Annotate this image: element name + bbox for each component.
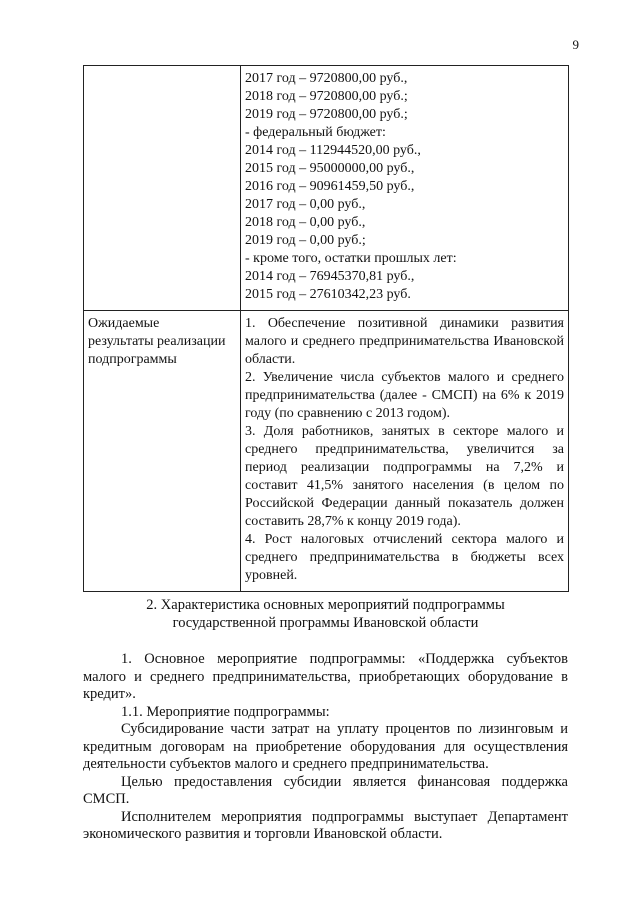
funding-line: 2019 год – 9720800,00 руб.; (245, 107, 408, 122)
body-paragraph: Целью предоставления субсидии является финансовая поддержка СМСП. (83, 773, 568, 807)
table-row-funding (84, 66, 569, 311)
funding-line: 2018 год – 0,00 руб., (245, 215, 366, 230)
table-cell-expected-results (241, 311, 569, 592)
funding-line: 2015 год – 27610342,23 руб. (245, 287, 411, 302)
body-paragraph: 1. Основное мероприятие подпрограммы: «Поддержка субъектов малого и среднего предпринимательства, приобретающих оборудование в кредит». (83, 651, 568, 702)
page-number: 9 (572, 37, 579, 52)
table-cell-label-expected-results (84, 311, 241, 592)
funding-line: 2014 год – 76945370,81 руб., (245, 269, 415, 284)
funding-line: 2018 год – 9720800,00 руб.; (245, 89, 408, 104)
funding-line: 2016 год – 90961459,50 руб., (245, 179, 415, 194)
expected-result-item: 1. Обеспечение позитивной динамики развития малого и среднего предпринимательства Ивановской области. (245, 316, 564, 367)
funding-line: 2019 год – 0,00 руб.; (245, 233, 366, 248)
table-row-expected-results (84, 311, 569, 592)
section-heading (83, 596, 568, 632)
body-paragraph: Исполнителем мероприятия подпрограммы выступает Департамент экономического развития и торговли Ивановской области. (83, 808, 568, 842)
section-heading-line: 2. Характеристика основных мероприятий подпрограммы (146, 597, 505, 613)
body-paragraph: Субсидирование части затрат на уплату процентов по лизинговым и кредитным договорам на приобретение оборудования для осуществления деятельности субъектов малого и среднего предпринимательства. (83, 721, 568, 772)
row-label: Ожидаемые результаты реализации подпрограммы (88, 316, 226, 367)
table-cell-funding-values (241, 66, 569, 311)
expected-result-item: 3. Доля работников, занятых в секторе малого и среднего предпринимательства, увеличится за период реализации подпрограммы на 7,2% и составит 41,5% занятого населения (в целом по Российской Федерации данный показатель должен составить 28,7% к концу 2019 года). (245, 424, 564, 529)
body-text (83, 651, 568, 844)
funding-line: 2015 год – 95000000,00 руб., (245, 161, 415, 176)
expected-result-item: 4. Рост налоговых отчислений сектора малого и среднего предпринимательства в бюджеты всех уровней. (245, 532, 564, 583)
funding-line: - кроме того, остатки прошлых лет: (245, 251, 457, 266)
funding-line: 2017 год – 9720800,00 руб., (245, 71, 408, 86)
body-paragraph: 1.1. Мероприятие подпрограммы: (121, 703, 330, 720)
funding-line: 2014 год – 112944520,00 руб., (245, 143, 421, 158)
expected-result-item: 2. Увеличение числа субъектов малого и среднего предпринимательства (далее - СМСП) на 6% к 2019 году (по сравнению с 2013 годом). (245, 370, 564, 421)
subprogram-passport-table (83, 65, 569, 592)
funding-line: 2017 год – 0,00 руб., (245, 197, 366, 212)
section-heading-line: государственной программы Ивановской области (172, 615, 479, 631)
funding-line: - федеральный бюджет: (245, 125, 386, 140)
table-cell-label-funding (84, 66, 241, 311)
